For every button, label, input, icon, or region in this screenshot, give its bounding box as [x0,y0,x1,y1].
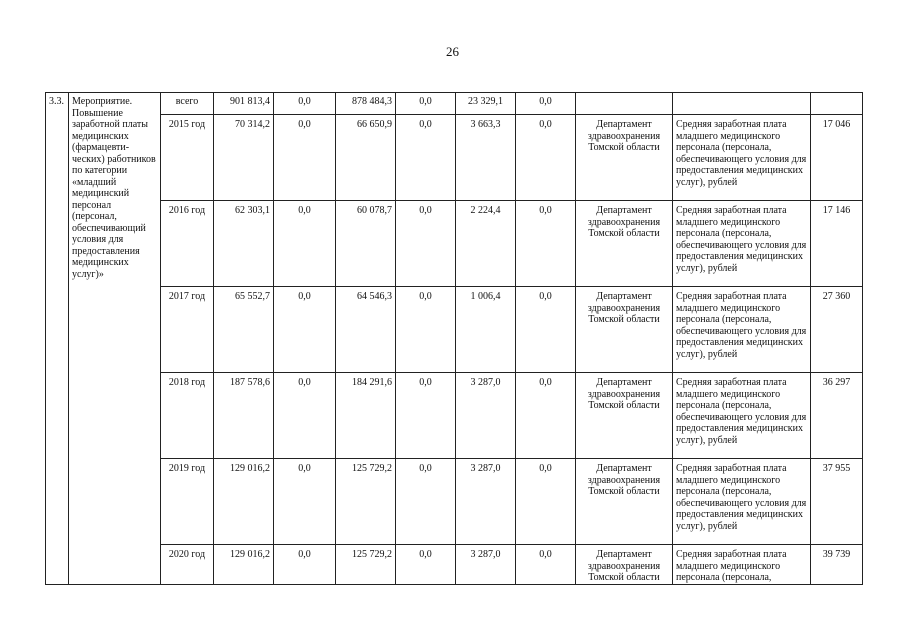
value-cell: 0,0 [396,201,456,287]
indicator-cell: Средняя заработная плата младшего медицинского персонала (персонала, обеспечивающего условия для предоставления медицинских услуг), рублей [673,373,811,459]
value-cell: 3 663,3 [456,115,516,201]
value-cell: 3 287,0 [456,373,516,459]
value-cell: 0,0 [274,373,336,459]
period-label: 2018 год [161,373,214,459]
item-number: 3.3. [46,93,69,585]
indicator-cell: Средняя заработная плата младшего медицинского персонала (персонала, обеспечивающего условия для предоставления медицинских услуг), рублей [673,201,811,287]
target-value-cell: 39 739 [811,545,863,585]
value-cell: 66 650,9 [336,115,396,201]
year-row [46,115,863,201]
value-cell: 0,0 [396,115,456,201]
value-cell: 184 291,6 [336,373,396,459]
period-label: всего [161,93,214,115]
value-cell: 0,0 [396,287,456,373]
value-cell: 125 729,2 [336,459,396,545]
total-value-cell: 23 329,1 [456,93,516,115]
target-value-cell: 17 146 [811,201,863,287]
year-row [46,459,863,545]
value-cell: 3 287,0 [456,459,516,545]
value-cell: 125 729,2 [336,545,396,585]
value-cell: 2 224,4 [456,201,516,287]
value-cell: 0,0 [516,373,576,459]
value-cell: 1 006,4 [456,287,516,373]
period-label: 2017 год [161,287,214,373]
period-label: 2015 год [161,115,214,201]
value-cell: 0,0 [516,201,576,287]
total-value-cell: 0,0 [274,93,336,115]
value-cell: 0,0 [516,545,576,585]
indicator-cell: Средняя заработная плата младшего медицинского персонала (персонала, обеспечивающего условия для предоставления медицинских услуг), рублей [673,115,811,201]
department-cell: Департамент здравоохранения Томской области [576,459,673,545]
value-cell: 0,0 [274,545,336,585]
indicator-cell: Средняя заработная плата младшего медицинского персонала (персонала, обеспечивающего условия для предоставления медицинских услуг), рублей [673,287,811,373]
total-value-cell: 0,0 [516,93,576,115]
value-cell: 60 078,7 [336,201,396,287]
value-cell: 64 546,3 [336,287,396,373]
year-row [46,373,863,459]
value-cell: 0,0 [396,545,456,585]
value-cell: 187 578,6 [214,373,274,459]
value-cell: 0,0 [274,287,336,373]
program-table [45,92,863,585]
value-cell: 0,0 [516,459,576,545]
page-number: 26 [446,44,459,59]
value-cell: 0,0 [274,459,336,545]
department-cell: Департамент здравоохранения Томской области [576,287,673,373]
value-cell: 129 016,2 [214,459,274,545]
empty-cell [811,93,863,115]
value-cell: 0,0 [516,115,576,201]
department-cell: Департамент здравоохранения Томской области [576,201,673,287]
value-cell: 65 552,7 [214,287,274,373]
value-cell: 62 303,1 [214,201,274,287]
target-value-cell: 36 297 [811,373,863,459]
year-row [46,287,863,373]
value-cell: 0,0 [274,115,336,201]
total-value-cell: 901 813,4 [214,93,274,115]
department-cell: Департамент здравоохранения Томской области [576,373,673,459]
value-cell: 3 287,0 [456,545,516,585]
value-cell: 0,0 [396,373,456,459]
total-value-cell: 878 484,3 [336,93,396,115]
value-cell: 0,0 [396,459,456,545]
total-row [46,93,863,115]
year-row [46,201,863,287]
period-label: 2019 год [161,459,214,545]
period-label: 2016 год [161,201,214,287]
target-value-cell: 27 360 [811,287,863,373]
indicator-cell: Средняя заработная плата младшего медицинского персонала (персонала, обеспечивающего условия для предоставления медицинских услуг), рублей [673,459,811,545]
period-label: 2020 год [161,545,214,585]
indicator-cell: Средняя заработная плата младшего медицинского персонала (персонала, [673,545,811,585]
total-value-cell: 0,0 [396,93,456,115]
target-value-cell: 17 046 [811,115,863,201]
item-title: Мероприятие. Повышение заработной платы медицинских (фармацевти-ческих) работников по категории «младший медицинский персонал (персонал, обеспечивающий условия для предоставления медицинских услуг)» [69,93,161,585]
value-cell: 70 314,2 [214,115,274,201]
value-cell: 0,0 [274,201,336,287]
year-row [46,545,863,585]
empty-cell [576,93,673,115]
value-cell: 0,0 [516,287,576,373]
target-value-cell: 37 955 [811,459,863,545]
department-cell: Департамент здравоохранения Томской области [576,115,673,201]
empty-cell [673,93,811,115]
department-cell: Департамент здравоохранения Томской области [576,545,673,585]
value-cell: 129 016,2 [214,545,274,585]
